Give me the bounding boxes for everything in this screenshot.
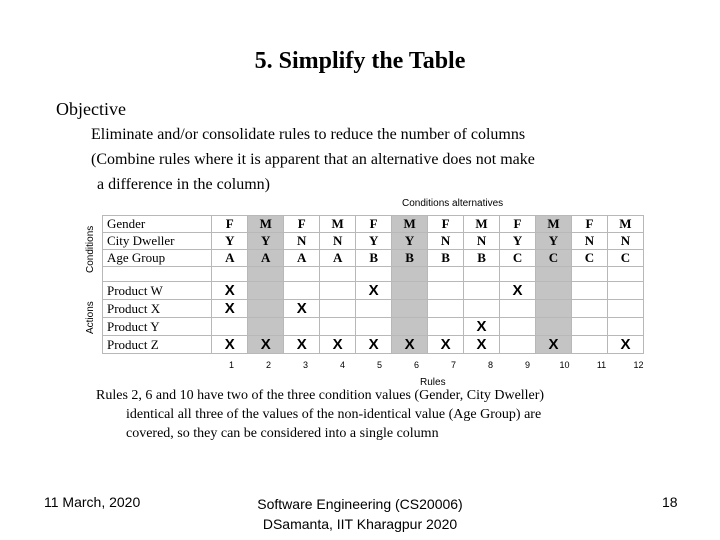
condition-cell: Y bbox=[500, 233, 536, 250]
action-cell bbox=[284, 318, 320, 336]
condition-cell: Y bbox=[248, 233, 284, 250]
action-cell: X bbox=[464, 318, 500, 336]
objective-heading: Objective bbox=[56, 99, 126, 119]
condition-row bbox=[103, 216, 644, 233]
conditions-side-label: Conditions bbox=[85, 225, 96, 273]
action-cell bbox=[248, 300, 284, 318]
action-cell bbox=[392, 282, 428, 300]
condition-cell: M bbox=[248, 216, 284, 233]
slide-title: 5. Simplify the Table bbox=[254, 48, 466, 74]
condition-cell: M bbox=[535, 216, 571, 233]
action-cell bbox=[572, 336, 608, 354]
action-cell bbox=[284, 282, 320, 300]
action-cell: X bbox=[248, 336, 284, 354]
action-row bbox=[103, 336, 644, 354]
gap-cell bbox=[572, 267, 608, 282]
action-cell: X bbox=[464, 336, 500, 354]
condition-cell: B bbox=[392, 250, 428, 267]
action-cell bbox=[248, 318, 284, 336]
rule-number: 4 bbox=[339, 360, 345, 370]
condition-cell: N bbox=[320, 233, 356, 250]
action-cell bbox=[392, 318, 428, 336]
condition-cell: Y bbox=[356, 233, 392, 250]
rule-number: 2 bbox=[265, 360, 271, 370]
conditions-alternatives-label: Conditions alternatives bbox=[402, 198, 504, 209]
condition-cell: Y bbox=[392, 233, 428, 250]
gap-cell bbox=[464, 267, 500, 282]
condition-cell: A bbox=[212, 250, 248, 267]
objective-line-3: a difference in the column) bbox=[97, 176, 270, 193]
gap-cell bbox=[607, 267, 643, 282]
objective-line-1: Eliminate and/or consolidate rules to reduce the number of columns bbox=[91, 126, 526, 143]
rule-number: 9 bbox=[524, 360, 530, 370]
gap-cell bbox=[356, 267, 392, 282]
action-cell bbox=[535, 300, 571, 318]
action-cell bbox=[607, 300, 643, 318]
action-cell bbox=[248, 282, 284, 300]
rule-number: 7 bbox=[450, 360, 456, 370]
condition-cell: C bbox=[572, 250, 608, 267]
gap-cell bbox=[500, 267, 536, 282]
action-cell: X bbox=[284, 300, 320, 318]
action-label: Product X bbox=[103, 300, 212, 318]
action-cell bbox=[572, 282, 608, 300]
condition-cell: C bbox=[535, 250, 571, 267]
gap-cell bbox=[428, 267, 464, 282]
rule-number: 12 bbox=[633, 360, 644, 370]
condition-cell: C bbox=[500, 250, 536, 267]
action-cell bbox=[428, 318, 464, 336]
page-number: 18 bbox=[662, 494, 678, 510]
action-cell: X bbox=[284, 336, 320, 354]
condition-cell: N bbox=[607, 233, 643, 250]
condition-cell: F bbox=[284, 216, 320, 233]
rule-number: 6 bbox=[413, 360, 419, 370]
rule-number: 11 bbox=[596, 360, 607, 370]
condition-cell: C bbox=[607, 250, 643, 267]
condition-cell: F bbox=[212, 216, 248, 233]
gap-cell bbox=[103, 267, 212, 282]
actions-side-label: Actions bbox=[85, 301, 96, 334]
action-cell bbox=[500, 318, 536, 336]
condition-cell: N bbox=[572, 233, 608, 250]
condition-label: Age Group bbox=[103, 250, 212, 267]
gap-cell bbox=[212, 267, 248, 282]
action-cell bbox=[535, 318, 571, 336]
rules-note bbox=[96, 386, 656, 443]
rules-note-line-1: Rules 2, 6 and 10 have two of the three condition values (Gender, City Dweller) bbox=[96, 388, 545, 403]
condition-cell: M bbox=[320, 216, 356, 233]
action-cell bbox=[572, 318, 608, 336]
action-cell: X bbox=[356, 282, 392, 300]
rules-note-line-3: covered, so they can be considered into a single column bbox=[126, 426, 439, 441]
condition-cell: N bbox=[428, 233, 464, 250]
condition-cell: B bbox=[356, 250, 392, 267]
gap-cell bbox=[320, 267, 356, 282]
action-cell bbox=[464, 282, 500, 300]
condition-label: City Dweller bbox=[103, 233, 212, 250]
condition-cell: A bbox=[320, 250, 356, 267]
action-cell bbox=[320, 282, 356, 300]
action-cell: X bbox=[212, 336, 248, 354]
table-gap-row bbox=[103, 267, 644, 282]
action-cell bbox=[500, 336, 536, 354]
action-label: Product W bbox=[103, 282, 212, 300]
action-cell bbox=[392, 300, 428, 318]
action-cell: X bbox=[356, 336, 392, 354]
footer-author: DSamanta, IIT Kharagpur 2020 bbox=[262, 516, 458, 532]
action-cell bbox=[607, 318, 643, 336]
action-cell bbox=[212, 318, 248, 336]
condition-cell: A bbox=[284, 250, 320, 267]
gap-cell bbox=[248, 267, 284, 282]
condition-cell: B bbox=[464, 250, 500, 267]
condition-cell: A bbox=[248, 250, 284, 267]
action-cell bbox=[464, 300, 500, 318]
action-cell bbox=[607, 282, 643, 300]
condition-cell: M bbox=[607, 216, 643, 233]
action-label: Product Z bbox=[103, 336, 212, 354]
condition-cell: Y bbox=[535, 233, 571, 250]
action-cell bbox=[320, 300, 356, 318]
action-row bbox=[103, 300, 644, 318]
rule-number: 1 bbox=[228, 360, 234, 370]
gap-cell bbox=[284, 267, 320, 282]
action-cell: X bbox=[428, 336, 464, 354]
rule-number: 8 bbox=[487, 360, 493, 370]
condition-cell: F bbox=[356, 216, 392, 233]
rule-number: 10 bbox=[559, 360, 570, 370]
action-cell bbox=[320, 318, 356, 336]
condition-cell: N bbox=[284, 233, 320, 250]
action-cell: X bbox=[212, 282, 248, 300]
action-cell bbox=[356, 300, 392, 318]
condition-cell: M bbox=[464, 216, 500, 233]
rules-axis-label: Rules bbox=[420, 377, 446, 388]
gap-cell bbox=[392, 267, 428, 282]
action-cell: X bbox=[212, 300, 248, 318]
action-cell bbox=[356, 318, 392, 336]
action-cell: X bbox=[320, 336, 356, 354]
footer-course bbox=[230, 494, 490, 534]
action-row bbox=[103, 318, 644, 336]
condition-cell: F bbox=[572, 216, 608, 233]
footer-date: 11 March, 2020 bbox=[44, 494, 141, 510]
condition-cell: M bbox=[392, 216, 428, 233]
action-cell: X bbox=[500, 282, 536, 300]
footer-course-title: Software Engineering (CS20006) bbox=[257, 496, 463, 512]
rules-note-line-2: identical all three of the values of the non-identical value (Age Group) are bbox=[126, 407, 542, 422]
condition-cell: F bbox=[500, 216, 536, 233]
action-label: Product Y bbox=[103, 318, 212, 336]
action-cell bbox=[428, 282, 464, 300]
action-cell: X bbox=[392, 336, 428, 354]
decision-table-figure bbox=[84, 196, 644, 390]
condition-cell: F bbox=[428, 216, 464, 233]
action-cell: X bbox=[535, 336, 571, 354]
condition-row bbox=[103, 233, 644, 250]
condition-label: Gender bbox=[103, 216, 212, 233]
action-cell bbox=[428, 300, 464, 318]
rule-number: 3 bbox=[302, 360, 308, 370]
decision-table bbox=[102, 215, 644, 354]
condition-cell: N bbox=[464, 233, 500, 250]
action-row bbox=[103, 282, 644, 300]
action-cell: X bbox=[607, 336, 643, 354]
action-cell bbox=[500, 300, 536, 318]
objective-line-2: (Combine rules where it is apparent that an alternative does not make bbox=[91, 151, 535, 168]
rule-number: 5 bbox=[376, 360, 382, 370]
condition-cell: Y bbox=[212, 233, 248, 250]
action-cell bbox=[572, 300, 608, 318]
condition-cell: B bbox=[428, 250, 464, 267]
action-cell bbox=[535, 282, 571, 300]
gap-cell bbox=[535, 267, 571, 282]
condition-row bbox=[103, 250, 644, 267]
